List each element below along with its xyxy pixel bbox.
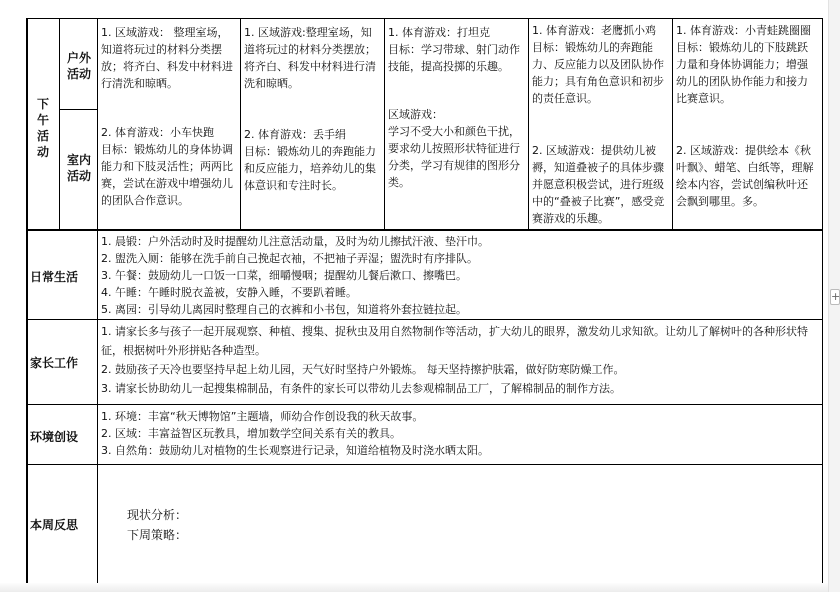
day2-indoor-activity: 2. 体育游戏：丢手绢 目标：锻炼幼儿的奔跑能力和反应能力，培养幼儿的集体意识和专注时长。 bbox=[244, 128, 376, 192]
day5-outdoor-activity: 1. 体育游戏：小青蛙跳圈圈 目标：锻炼幼儿的下肢跳跃力量和身体协调能力；增强幼儿的团队协作能力和接力比赛意识。 bbox=[676, 24, 811, 105]
environment-item: 3. 自然角：鼓励幼儿对植物的生长观察进行记录，知道给植物及时浇水晒太阳。 bbox=[101, 444, 489, 457]
daily-life-item: 5. 离园：引导幼儿离园时整理自己的衣裤和小书包，知道将外套拉链拉起。 bbox=[101, 303, 467, 316]
day-divider bbox=[672, 18, 673, 230]
page-bottom-edge bbox=[0, 583, 840, 592]
day1-indoor-activity: 2. 体育游戏：小车快跑 目标：锻炼幼儿的身体协调能力和下肢灵活性；两两比赛，尝试在游戏中增强幼儿的团队合作意识。 bbox=[101, 126, 233, 207]
parent-work-item: 1. 请家长多与孩子一起开展观察、种植、搜集、捉秋虫及用自然物制作等活动，扩大幼儿的眼界，激发幼儿求知欲。让幼儿了解树叶的各种形状特征，根据树叶外形拼贴各种造型。 bbox=[101, 325, 808, 357]
parent-work-label: 家长工作 bbox=[30, 356, 79, 370]
day3-outdoor-activity: 1. 体育游戏：打坦克 目标：学习带球、射门动作技能，提高投掷的乐趣。 bbox=[388, 26, 520, 73]
row-divider bbox=[26, 404, 823, 405]
row-divider bbox=[26, 229, 823, 231]
daily-life-list bbox=[101, 233, 821, 319]
parent-work-item: 3. 请家长协助幼儿一起搜集棉制品，有条件的家长可以带幼儿去参观棉制品工厂，了解棉制品的制作方法。 bbox=[101, 382, 621, 395]
row-divider bbox=[26, 319, 823, 320]
day-divider bbox=[240, 18, 241, 230]
environment-label: 环境创设 bbox=[30, 430, 79, 444]
table-border-top bbox=[26, 18, 823, 19]
day3-indoor-activity: 区域游戏： 学习不受大小和颜色干扰，要求幼儿按照形状特征进行分类，学习有规律的图形分类。 bbox=[388, 108, 520, 189]
environment-item: 2. 区域：丰富益智区玩教具，增加数学空间关系有关的教具。 bbox=[101, 427, 401, 440]
environment-item: 1. 环境：丰富“秋天博物馆”主题墙，师幼合作创设我的秋天故事。 bbox=[101, 410, 424, 423]
outdoor-indoor-divider bbox=[59, 109, 98, 110]
table-border-left bbox=[26, 18, 28, 584]
daily-life-item: 3. 午餐：鼓励幼儿一口饭一口菜，细嚼慢咽；提醒幼儿餐后漱口、擦嘴巴。 bbox=[101, 269, 467, 282]
daily-life-label: 日常生活 bbox=[30, 270, 79, 284]
day4-outdoor-activity: 1. 体育游戏：老鹰抓小鸡 目标：锻炼幼儿的奔跑能力、反应能力以及团队协作能力；具有角色意识和初步的责任意识。 bbox=[532, 24, 664, 105]
status-analysis-label: 现状分析： bbox=[127, 508, 188, 522]
table-border-right bbox=[822, 18, 823, 584]
daily-life-item: 4. 午睡：午睡时脱衣盖被，安静入睡，不要趴着睡。 bbox=[101, 286, 357, 299]
afternoon-sub-divider bbox=[59, 18, 60, 230]
row-divider bbox=[26, 464, 823, 465]
day-divider bbox=[528, 18, 529, 230]
daily-life-item: 2. 盥洗入厕：能够在洗手前自己挽起衣袖，不把袖子弄湿；盥洗时有序排队。 bbox=[101, 252, 478, 265]
indoor-activities-label: 室内 活动 bbox=[66, 153, 91, 183]
day1-outdoor-activity: 1. 区域游戏： 整理室场，知道将玩过的材料分类摆放；将齐白、科发中材料进行清洗和晾晒。 bbox=[101, 26, 233, 90]
day-divider bbox=[384, 18, 385, 230]
day2-outdoor-activity: 1. 区域游戏:整理室场，知道将玩过的材料分类摆放；将齐白、科发中材料进行清洗和晾晒。 bbox=[244, 26, 376, 90]
outdoor-activities-label: 户外 活动 bbox=[66, 51, 91, 81]
day4-indoor-activity: 2. 区域游戏：提供幼儿被褥，知道叠被子的具体步骤并愿意积极尝试，进行班级中的“叠被子比赛”，感受竞赛游戏的乐趣。 bbox=[532, 144, 665, 225]
daily-life-item: 1. 晨锻：户外活动时及时提醒幼儿注意活动量，及时为幼儿擦拭汗液、垫汗巾。 bbox=[101, 235, 489, 248]
environment-list bbox=[101, 408, 821, 464]
afternoon-activities-label: 下 午 活 动 bbox=[36, 97, 49, 159]
label-column-divider bbox=[97, 18, 98, 584]
weekly-reflection-label: 本周反思 bbox=[30, 518, 79, 532]
day5-indoor-activity: 2. 区域游戏：提供绘本《秋叶飘》、蜡笔、白纸等，理解绘本内容，尝试创编秋叶还会飘到哪里。多。 bbox=[676, 144, 814, 208]
expand-icon[interactable]: + bbox=[831, 290, 840, 303]
parent-work-list bbox=[101, 322, 821, 404]
next-week-strategy-label: 下周策略： bbox=[127, 528, 188, 542]
parent-work-item: 2. 鼓励孩子天冷也要坚持早起上幼儿园，天气好时坚持户外锻炼。 每天坚持擦护肤霜，做好防寒防燥工作。 bbox=[101, 363, 625, 376]
